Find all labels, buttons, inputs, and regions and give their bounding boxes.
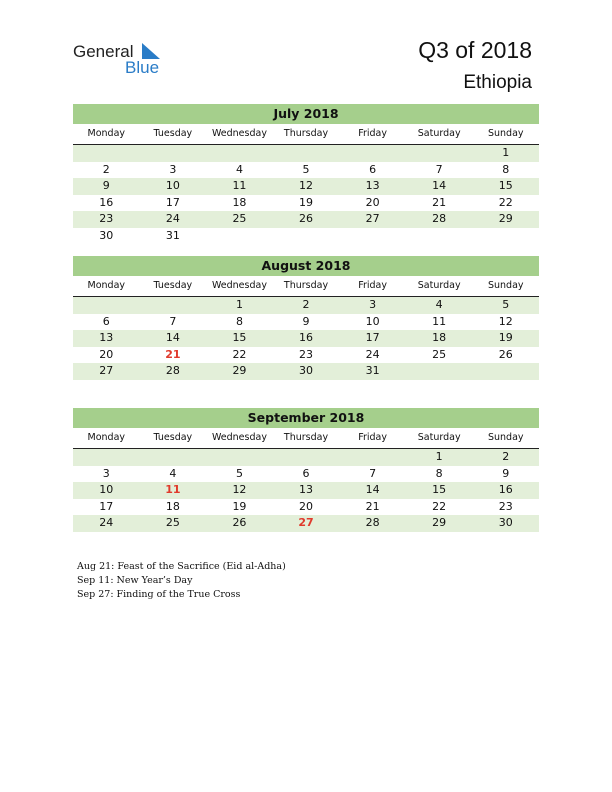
weekday-header-row [73, 429, 539, 449]
day-cell: 19 [498, 331, 513, 344]
day-cell: 24 [165, 212, 180, 225]
day-cell: 29 [432, 516, 447, 529]
week-row [73, 482, 539, 499]
day-cell: 29 [498, 212, 513, 225]
week-row [73, 499, 539, 516]
weekday-label: Tuesday [153, 128, 193, 139]
day-cell [140, 297, 207, 314]
day-cell: 19 [232, 499, 247, 513]
weekday-label: Saturday [417, 128, 461, 139]
day-cell: 1 [235, 298, 243, 311]
day-cell [406, 145, 473, 162]
holiday-day-cell: 21 [165, 347, 181, 361]
day-cell: 9 [302, 314, 310, 328]
day-cell [206, 228, 273, 245]
weekday-label: Thursday [283, 280, 329, 291]
day-cell [472, 228, 539, 245]
day-cell: 17 [165, 195, 180, 209]
day-cell: 19 [299, 195, 314, 209]
day-cell: 22 [498, 195, 513, 209]
day-cell: 17 [99, 499, 114, 513]
day-cell: 21 [432, 195, 447, 209]
day-cell: 11 [432, 314, 447, 328]
day-cell [140, 145, 207, 162]
week-row [73, 178, 539, 195]
day-cell [273, 145, 340, 162]
week-row [73, 449, 539, 466]
day-cell: 12 [299, 179, 314, 192]
month-calendar-september [73, 408, 539, 532]
weekday-label: Friday [358, 128, 387, 139]
day-cell: 6 [369, 162, 377, 176]
country-name: Ethiopia [463, 72, 532, 93]
day-cell [339, 228, 406, 245]
day-cell: 23 [99, 212, 114, 225]
weekday-label: Monday [87, 280, 126, 291]
weekday-label: Wednesday [211, 280, 267, 291]
weekday-header-row [73, 277, 539, 297]
day-cell: 1 [502, 146, 510, 159]
holiday-day-cell: 27 [298, 516, 314, 529]
day-cell [472, 363, 539, 380]
day-cell: 30 [498, 516, 513, 529]
day-cell: 15 [232, 331, 247, 344]
day-cell: 11 [232, 179, 247, 192]
page-title: Q3 of 2018 [418, 37, 532, 63]
day-cell: 18 [165, 499, 180, 513]
month-title: July 2018 [73, 104, 539, 124]
day-cell: 13 [299, 483, 314, 496]
weekday-label: Tuesday [153, 432, 193, 443]
day-cell: 26 [498, 347, 513, 361]
week-row [73, 211, 539, 228]
day-cell: 2 [502, 450, 510, 463]
day-cell: 30 [99, 228, 114, 242]
weekday-label: Friday [358, 280, 387, 291]
day-cell: 28 [165, 364, 180, 377]
weekday-label: Friday [358, 432, 387, 443]
day-cell [140, 449, 207, 466]
day-cell: 10 [165, 179, 180, 192]
month-calendar-august [73, 256, 539, 380]
day-cell: 12 [232, 483, 247, 496]
day-cell: 15 [432, 483, 447, 496]
holiday-notes [77, 560, 286, 602]
day-cell: 14 [432, 179, 447, 192]
day-cell: 10 [99, 483, 114, 496]
day-cell: 31 [365, 364, 380, 377]
week-row [73, 228, 539, 245]
day-cell: 25 [232, 212, 247, 225]
day-cell: 5 [235, 466, 243, 480]
day-cell: 24 [99, 516, 114, 529]
day-cell [73, 449, 140, 466]
day-cell: 27 [99, 364, 114, 377]
day-cell: 15 [498, 179, 513, 192]
day-cell: 25 [432, 347, 447, 361]
day-cell: 7 [169, 314, 177, 328]
week-row [73, 515, 539, 532]
day-cell: 2 [302, 298, 310, 311]
weekday-label: Monday [87, 432, 126, 443]
day-cell: 4 [435, 298, 443, 311]
month-calendar-july [73, 104, 539, 244]
weekday-label: Tuesday [153, 280, 193, 291]
week-row [73, 330, 539, 347]
day-cell [406, 363, 473, 380]
week-row [73, 145, 539, 162]
day-cell: 8 [235, 314, 243, 328]
day-cell [273, 449, 340, 466]
day-cell: 9 [502, 466, 510, 480]
weekday-label: Saturday [417, 432, 461, 443]
weekday-label: Thursday [283, 128, 329, 139]
weekday-label: Wednesday [211, 432, 267, 443]
holiday-day-cell: 11 [165, 483, 181, 496]
day-cell: 3 [102, 466, 110, 480]
day-cell: 16 [299, 331, 314, 344]
day-cell: 21 [365, 499, 380, 513]
day-cell: 26 [232, 516, 247, 529]
day-cell [73, 145, 140, 162]
weekday-label: Wednesday [211, 128, 267, 139]
day-cell: 22 [232, 347, 247, 361]
logo-text-general: General [73, 42, 134, 61]
logo-text-blue: Blue [125, 58, 160, 77]
weekday-label: Sunday [487, 128, 524, 139]
day-cell: 10 [365, 314, 380, 328]
day-cell: 26 [299, 212, 314, 225]
day-cell: 5 [302, 162, 310, 176]
week-row [73, 297, 539, 314]
week-row [73, 314, 539, 331]
day-cell: 18 [432, 331, 447, 344]
day-cell: 20 [299, 499, 314, 513]
day-cell: 30 [299, 364, 314, 377]
day-cell [206, 449, 273, 466]
day-cell: 23 [299, 347, 314, 361]
week-row [73, 466, 539, 483]
day-cell: 28 [432, 212, 447, 225]
day-cell: 13 [365, 179, 380, 192]
week-row [73, 347, 539, 364]
holiday-note: Aug 21: Feast of the Sacrifice (Eid al-Adha) [77, 561, 286, 572]
day-cell: 16 [498, 483, 513, 496]
holiday-note: Sep 11: New Year’s Day [77, 575, 193, 586]
day-cell: 6 [102, 314, 110, 328]
day-cell [339, 145, 406, 162]
day-cell: 24 [365, 347, 380, 361]
day-cell [273, 228, 340, 245]
weekday-header-row [73, 125, 539, 145]
day-cell: 7 [369, 466, 377, 480]
day-cell: 1 [435, 450, 443, 463]
weekday-label: Sunday [487, 432, 524, 443]
day-cell: 8 [502, 162, 510, 176]
day-cell: 25 [165, 516, 180, 529]
day-cell: 28 [365, 516, 380, 529]
day-cell: 3 [369, 298, 377, 311]
month-title: August 2018 [73, 256, 539, 276]
week-row [73, 195, 539, 212]
day-cell: 7 [435, 162, 443, 176]
day-cell: 4 [169, 466, 177, 480]
weekday-label: Sunday [487, 280, 524, 291]
week-row [73, 162, 539, 179]
day-cell: 9 [102, 179, 110, 192]
day-cell [73, 297, 140, 314]
day-cell: 12 [498, 314, 513, 328]
day-cell: 8 [435, 466, 443, 480]
day-cell: 14 [165, 331, 180, 344]
day-cell: 14 [365, 483, 380, 496]
month-title: September 2018 [73, 408, 539, 428]
logo-triangle-icon [142, 43, 160, 59]
day-cell: 13 [99, 331, 114, 344]
week-row [73, 363, 539, 380]
day-cell: 31 [165, 228, 180, 242]
day-cell: 22 [432, 499, 447, 513]
weekday-label: Monday [87, 128, 126, 139]
day-cell: 2 [102, 162, 110, 176]
day-cell: 20 [365, 195, 380, 209]
day-cell: 3 [169, 162, 177, 176]
day-cell [339, 449, 406, 466]
day-cell: 27 [365, 212, 380, 225]
day-cell: 29 [232, 364, 247, 377]
day-cell: 5 [502, 298, 510, 311]
day-cell: 16 [99, 195, 114, 209]
day-cell: 18 [232, 195, 247, 209]
day-cell: 23 [498, 499, 513, 513]
weekday-label: Saturday [417, 280, 461, 291]
day-cell: 4 [235, 162, 243, 176]
day-cell: 6 [302, 466, 310, 480]
day-cell: 20 [99, 347, 114, 361]
day-cell [406, 228, 473, 245]
holiday-note: Sep 27: Finding of the True Cross [77, 589, 241, 600]
day-cell: 17 [365, 331, 380, 344]
weekday-label: Thursday [283, 432, 329, 443]
day-cell [206, 145, 273, 162]
